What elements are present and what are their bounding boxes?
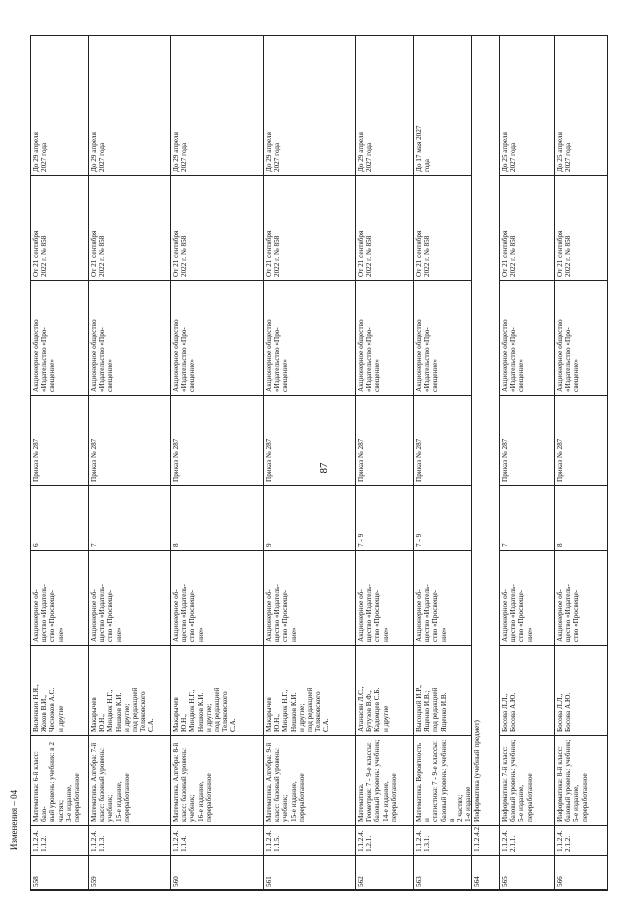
cell-divider: [170, 280, 263, 281]
cell-divider: [263, 645, 355, 646]
cell-divider: [471, 855, 499, 856]
cell-divider: [499, 735, 554, 736]
cell-divider: [499, 395, 554, 396]
cell-divider: [263, 735, 355, 736]
cell-order: Приказ № 287: [357, 438, 365, 482]
cell-divider: [88, 645, 170, 646]
cell-divider: [499, 855, 554, 856]
cell-from: От 21 сентября 2022 г. № 858: [415, 230, 432, 277]
cell-title: Математика. Алгебра: 9-й класс: базовый уровень: учебник; 15-е издание, переработанное: [265, 742, 306, 822]
cell-divider: [30, 735, 88, 736]
cell-divider: [413, 735, 471, 736]
cell-code: 1.1.2.4. 1.2.1.: [357, 830, 374, 852]
cell-divider: [554, 395, 608, 396]
cell-divider: [88, 890, 170, 891]
cell-company: Акционерное общество «Издательство «Про- свещение»: [32, 319, 57, 392]
cell-divider: [413, 280, 471, 281]
cell-publisher: Акционерное об- щество «Издатель- ство «Просвеще- ние»: [172, 584, 205, 642]
cell-divider: [413, 175, 471, 176]
cell-grade: 7: [90, 543, 98, 547]
cell-authors: Макарычев Ю.Н., Миндюк Н.Г., Нешков К.И. и другие; под редакцией Теляковского С.А.: [172, 687, 238, 732]
cell-divider: [499, 825, 554, 826]
cell-grade: 7 - 9: [415, 533, 423, 547]
cell-publisher: Акционерное об- щество «Издатель- ство «Просвеще- ние»: [501, 584, 534, 642]
cell-num: 558: [32, 876, 40, 887]
cell-divider: [263, 485, 355, 486]
cell-divider: [263, 280, 355, 281]
cell-code: 1.1.2.4. 1.1.3.: [90, 830, 107, 852]
cell-divider: [499, 890, 554, 891]
cell-divider: [499, 485, 554, 486]
cell-to: До 29 апреля 2027 года: [172, 132, 189, 172]
cell-divider: [30, 485, 88, 486]
cell-divider: [170, 550, 263, 551]
cell-from: От 21 сентября 2022 г. № 858: [357, 230, 374, 277]
cell-divider: [30, 890, 88, 891]
footer-note: Изменения – 04: [9, 789, 19, 851]
cell-from: От 21 сентября 2022 г. № 858: [501, 230, 518, 277]
cell-divider: [30, 825, 88, 826]
cell-divider: [413, 825, 471, 826]
cell-authors: Макарычев Ю.Н., Миндюк Н.Г., Нешков К.И. и другие; под редакцией Теляковского С.А.: [265, 687, 331, 732]
cell-title: Математика: 6-й класс: базо- вый уровень: учебник: в 2 частях; 3-е издание, переработанное: [32, 742, 82, 822]
cell-divider: [170, 175, 263, 176]
cell-order: Приказ № 287: [90, 438, 98, 482]
cell-divider: [88, 825, 170, 826]
cell-company: Акционерное общество «Издательство «Про- свещение»: [265, 319, 290, 392]
cell-grade: 8: [172, 543, 180, 547]
cell-title: Математика. Алгебра: 8-й класс: базовый уровень: учебник; 16-е издание, переработанное: [172, 742, 213, 822]
cell-divider: [413, 550, 471, 551]
cell-num: 562: [357, 876, 365, 887]
cell-divider: [30, 395, 88, 396]
cell-publisher: Акционерное об- щество «Издатель- ство «Просвеще-: [556, 584, 581, 642]
cell-company: Акционерное общество «Издательство «Про- свещение»: [90, 319, 115, 392]
cell-divider: [263, 550, 355, 551]
subject-row-label: Информатика (учебный предмет): [473, 720, 481, 822]
cell-divider: [88, 855, 170, 856]
cell-divider: [355, 825, 413, 826]
cell-num: 561: [265, 876, 273, 887]
cell-authors: Босова Л.Л., Босова А.Ю.: [556, 692, 573, 732]
cell-title: Математика. Геометрия: 7 - 9-е классы: базовый уровень: учебник; 14-е издание, переработанное: [357, 739, 398, 822]
cell-authors: Босова Л.Л., Босова А.Ю.: [501, 692, 518, 732]
cell-divider: [413, 855, 471, 856]
cell-divider: [499, 550, 554, 551]
cell-divider: [170, 395, 263, 396]
cell-divider: [554, 855, 608, 856]
cell-num: 566: [556, 876, 564, 887]
cell-divider: [554, 825, 608, 826]
cell-divider: [30, 550, 88, 551]
cell-title: Математика. Вероятность и статистика: 7 - 9-е классы: базовый уровень: учебник: в 2 частях; 1-е издание: [415, 739, 473, 822]
cell-divider: [554, 890, 608, 891]
cell-to: До 29 апреля 2027 года: [32, 132, 49, 172]
page-number: 87: [318, 462, 330, 474]
cell-divider: [30, 175, 88, 176]
cell-publisher: Акционерное об- щество «Издатель- ство «Просвеще- ние»: [415, 584, 448, 642]
cell-divider: [554, 485, 608, 486]
cell-company: Акционерное общество «Издательство «Про- свещение»: [501, 319, 526, 392]
cell-code: 1.1.2.4. 1.3.1.: [415, 830, 432, 852]
cell-divider: [471, 825, 499, 826]
cell-divider: [170, 645, 263, 646]
cell-divider: [30, 855, 88, 856]
cell-publisher: Акционерное об- щество «Издатель- ство «Просвеще- ние»: [265, 584, 298, 642]
cell-authors: Высоцкий И.Р., Ященко И.В.; под редакцией Ященко И.В.: [415, 685, 448, 732]
cell-order: Приказ № 287: [501, 438, 509, 482]
cell-divider: [263, 855, 355, 856]
cell-publisher: Акционерное об- щество «Издатель- ство «Просвеще- ние»: [32, 584, 65, 642]
cell-divider: [88, 280, 170, 281]
cell-divider: [88, 550, 170, 551]
cell-num: 563: [415, 876, 423, 887]
cell-divider: [170, 825, 263, 826]
cell-divider: [554, 645, 608, 646]
cell-to: До 25 апреля 2027 года: [556, 132, 573, 172]
cell-divider: [355, 645, 413, 646]
cell-divider: [499, 280, 554, 281]
cell-publisher: Акционерное об- щество «Издатель- ство «Просвеще- ние»: [357, 584, 390, 642]
cell-divider: [263, 395, 355, 396]
cell-divider: [170, 890, 263, 891]
cell-grade: 7: [501, 543, 509, 547]
cell-divider: [355, 550, 413, 551]
cell-to: До 29 апреля 2027 года: [265, 132, 282, 172]
cell-grade: 6: [32, 543, 40, 547]
cell-from: От 21 сентября 2022 г. № 858: [556, 230, 573, 277]
cell-num: 565: [501, 876, 509, 887]
cell-divider: [554, 175, 608, 176]
cell-authors: Макарычев Ю.Н., Миндюк Н.Г., Нешков К.И. и другие; под редакцией Теляковского С.А.: [90, 687, 156, 732]
cell-divider: [355, 395, 413, 396]
cell-num: 560: [172, 876, 180, 887]
cell-company: Акционерное общество «Издательство «Про- свещение»: [172, 319, 197, 392]
subject-row-num: 564: [473, 876, 481, 887]
cell-grade: 9: [265, 543, 273, 547]
cell-divider: [554, 550, 608, 551]
cell-divider: [413, 485, 471, 486]
cell-order: Приказ № 287: [172, 438, 180, 482]
cell-title: Информатика: 7-й класс: базовый уровень: учебник; 5-е издание, переработанное: [501, 739, 534, 822]
cell-title: Математика. Алгебра: 7-й класс: базовый уровень: учебник; 15-е издание, переработанное: [90, 742, 131, 822]
cell-divider: [554, 280, 608, 281]
cell-divider: [413, 395, 471, 396]
cell-from: От 21 сентября 2022 г. № 858: [32, 230, 49, 277]
cell-order: Приказ № 287: [265, 438, 273, 482]
cell-from: От 21 сентября 2022 г. № 858: [90, 230, 107, 277]
cell-code: 1.1.2.4. 2.1.2.: [556, 830, 573, 852]
cell-divider: [413, 890, 471, 891]
cell-divider: [88, 485, 170, 486]
cell-company: Акционерное общество «Издательство «Про- свещение»: [357, 319, 382, 392]
cell-divider: [355, 280, 413, 281]
cell-num: 559: [90, 876, 98, 887]
cell-divider: [499, 645, 554, 646]
cell-divider: [263, 825, 355, 826]
cell-divider: [355, 175, 413, 176]
cell-divider: [30, 645, 88, 646]
cell-from: От 21 сентября 2022 г. № 858: [172, 230, 189, 277]
cell-to: До 25 апреля 2027 года: [501, 132, 518, 172]
cell-divider: [355, 890, 413, 891]
cell-authors: Атанасян Л.С., Бутузов В.Ф., Кадомцев С.Б. и другие: [357, 686, 390, 732]
cell-divider: [30, 280, 88, 281]
cell-order: Приказ № 287: [556, 438, 564, 482]
cell-divider: [355, 485, 413, 486]
cell-code: 1.1.2.4. 1.1.5.: [265, 830, 282, 852]
cell-divider: [170, 855, 263, 856]
cell-divider: [170, 735, 263, 736]
cell-grade: 7 - 9: [357, 533, 365, 547]
cell-to: До 29 апреля 2027 года: [357, 132, 374, 172]
cell-from: От 21 сентября 2022 г. № 858: [265, 230, 282, 277]
cell-company: Акционерное общество «Издательство «Про- свещение»: [556, 319, 581, 392]
cell-to: До 29 апреля 2027 года: [90, 132, 107, 172]
cell-to: До 17 мая 2027 года: [415, 125, 432, 172]
cell-divider: [413, 645, 471, 646]
cell-divider: [88, 175, 170, 176]
cell-grade: 8: [556, 543, 564, 547]
cell-divider: [263, 175, 355, 176]
cell-publisher: Акционерное об- щество «Издатель- ство «Просвеще- ние»: [90, 584, 123, 642]
cell-divider: [88, 395, 170, 396]
cell-divider: [263, 890, 355, 891]
cell-code: 1.1.2.4. 2.1.1.: [501, 830, 518, 852]
cell-code: 1.1.2.4. 1.1.4.: [172, 830, 189, 852]
cell-order: Приказ № 287: [32, 438, 40, 482]
cell-divider: [355, 735, 413, 736]
cell-divider: [554, 735, 608, 736]
cell-title: Информатика: 8-й класс: базовый уровень: учебник; 5-е издание, переработанное: [556, 739, 589, 822]
cell-company: Акционерное общество «Издательство «Про- свещение»: [415, 319, 440, 392]
cell-divider: [499, 175, 554, 176]
subject-row-code: 1.1.2.4.2.: [473, 825, 481, 852]
cell-divider: [88, 735, 170, 736]
cell-order: Приказ № 287: [415, 438, 423, 482]
cell-code: 1.1.2.4. 1.1.2.: [32, 830, 49, 852]
cell-divider: [471, 890, 499, 891]
textbook-table: [30, 35, 608, 890]
cell-authors: Виленкин Н.Я., Жохов В.И., Чесноков А.С. и другие: [32, 684, 65, 732]
cell-divider: [170, 485, 263, 486]
cell-divider: [355, 855, 413, 856]
